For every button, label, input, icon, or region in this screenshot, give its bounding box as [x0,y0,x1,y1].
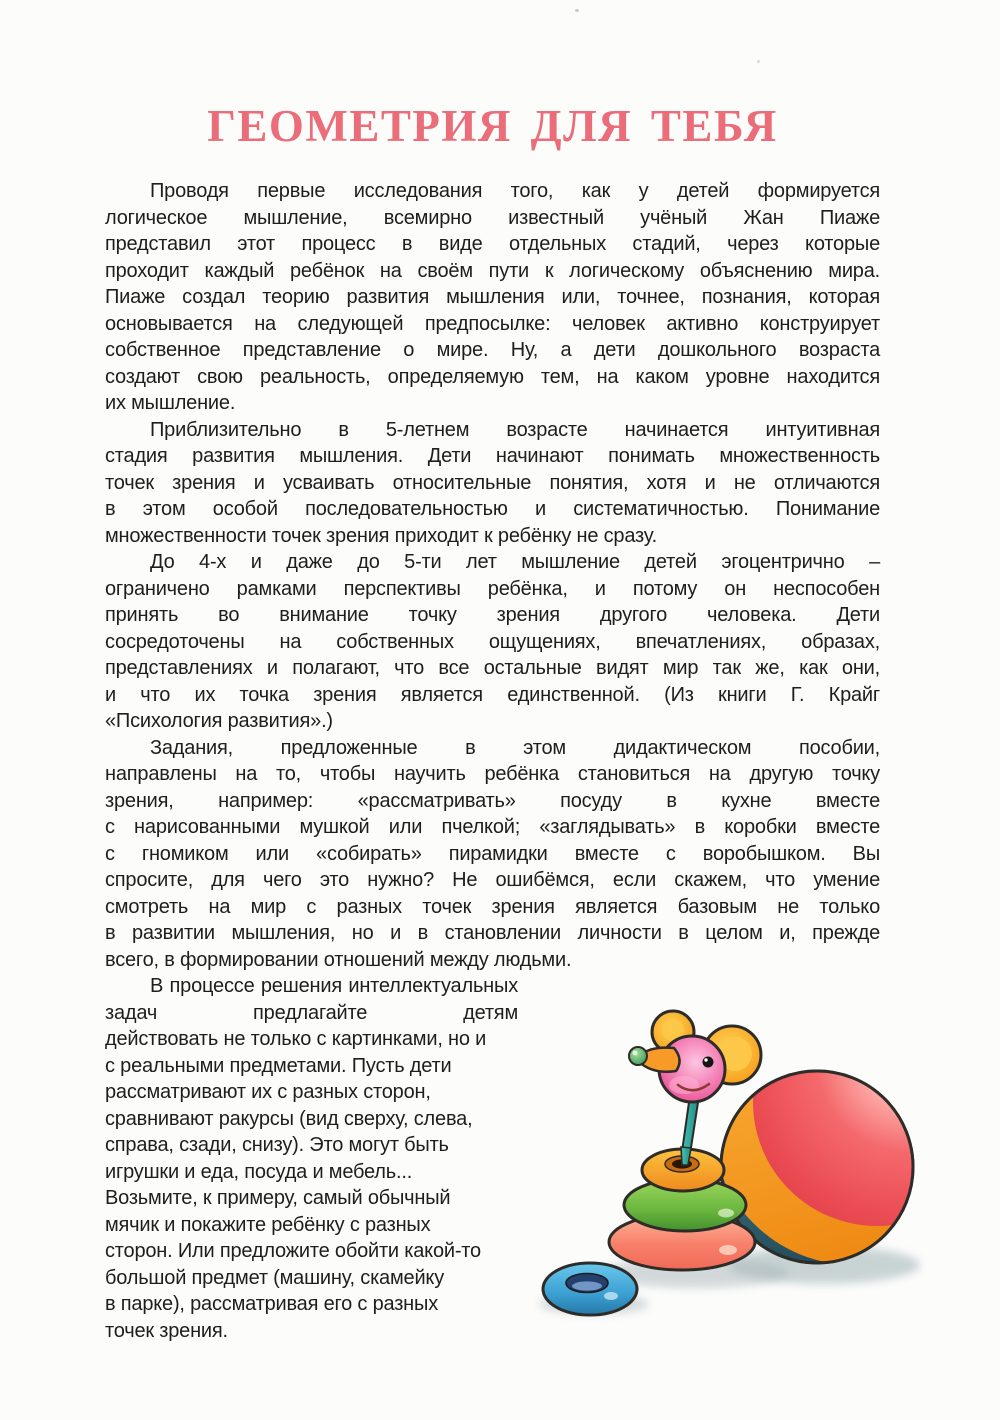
text-line: стадия развития мышления. Дети начинают понимать множественность [105,445,880,467]
scan-speck [575,9,579,12]
text-line: представил этот процесс в виде отдельных стадий, через которые [105,233,880,255]
text-line: рассматривают их с разных сторон, [105,1081,431,1103]
text-line: В процессе решения интеллектуальных задач предлагайте детям [105,975,518,1024]
text-line: всего, в формировании отношений между людьми. [105,948,572,971]
paragraph-4 [105,735,880,974]
text-line: основывается на следующей предпосылке: человек активно конструирует [105,312,880,335]
detached-blue-ring [543,1263,637,1315]
text-line: и что их точка зрения является единственной. (Из книги Г. Крайг [105,683,880,706]
text-line: Проводя первые исследования того, как у детей формируется [150,180,880,202]
text-line: с реальными предметами. Пусть дети [105,1054,452,1077]
text-line: точек зрения и усваивать относительные понятия, хотя и не отличаются [105,471,880,494]
text-line: До 4-х и даже до 5-ти лет мышление детей эгоцентрично – [150,551,880,573]
page-title: ГЕОМЕТРИЯ ДЛЯ ТЕБЯ [207,101,778,151]
text-line: спросите, для чего это нужно? Не ошибёмся, если скажем, что умение [105,869,880,891]
text-line: их мышление. [105,392,236,414]
text-line: сосредоточены на собственных ощущениях, впечатлениях, образах, [105,630,880,653]
text-line: Задания, предложенные в этом дидактическом пособии, [150,736,880,759]
text-line: точек зрения. [105,1319,228,1342]
text-line: собственное представление о мире. Ну, а дети дошкольного возраста [105,339,880,361]
text-line: с гномиком или «собирать» пирамидки вместе с воробышком. Вы [105,842,880,865]
text-line: мячик и покажите ребёнку с разных [105,1213,431,1236]
paragraph-1 [105,178,880,417]
text-line: зрения, например: «рассматривать» посуду в кухне вместе [105,789,880,812]
text-line: сравнивают ракурсы (вид сверху, слева, [105,1107,473,1130]
text-line: смотреть на мир с разных точек зрения является базовым не только [105,895,880,918]
text-line: большой предмет (машину, скамейку [105,1266,444,1289]
text-line: ограничено рамками перспективы ребёнка, и потому он неспособен [105,577,880,600]
text-line: принять во внимание точку зрения другого человека. Дети [105,604,880,626]
paragraph-5 [105,973,880,1344]
pyramid-toy-and-ball-drawing [532,1007,952,1329]
article [105,100,880,1344]
scan-speck [757,60,760,63]
paragraph-2 [105,417,880,550]
text-line: направлены на то, чтобы научить ребёнка становиться на другую точку [105,763,880,785]
mouse-eye [703,1057,714,1068]
mouse-nose [629,1047,647,1065]
text-line: «Психология развития».) [105,710,333,732]
text-line: действовать не только с картинками, но и [105,1028,487,1050]
text-line: создают свою реальность, определяемую тем, на каком уровне находится [105,365,880,388]
text-line: в развитии мышления, но и в становлении личности в целом и, прежде [105,922,880,944]
text-line: Приблизительно в 5-летнем возрасте начинается интуитивная [150,418,880,441]
text-line: в этом особой последовательностью и систематичностью. Понимание [105,498,880,520]
text-line: игрушки и еда, посуда и мебель... [105,1160,413,1183]
toy-illustration [532,1007,952,1329]
text-line: справа, сзади, снизу). Это могут быть [105,1134,449,1156]
paragraph-3 [105,549,880,735]
text-line: с нарисованными мушкой или пчелкой; «заглядывать» в коробки вместе [105,816,880,838]
text-line: представлениях и полагают, что все остальные видят мир так же, как они, [105,657,880,679]
text-line: Пиаже создал теорию развития мышления или, точнее, познания, которая [105,286,880,308]
text-line: проходит каждый ребёнок на своём пути к логическому объяснению мира. [105,259,880,282]
text-line: Возьмите, к примеру, самый обычный [105,1187,451,1209]
text-line: в парке), рассматривая его с разных [105,1293,439,1315]
text-line: логическое мышление, всемирно известный учёный Жан Пиаже [105,206,880,229]
text-line: сторон. Или предложите обойти какой-то [105,1240,481,1262]
text-line: множественности точек зрения приходит к ребёнку не сразу. [105,524,657,547]
mouse-head [629,1011,761,1102]
